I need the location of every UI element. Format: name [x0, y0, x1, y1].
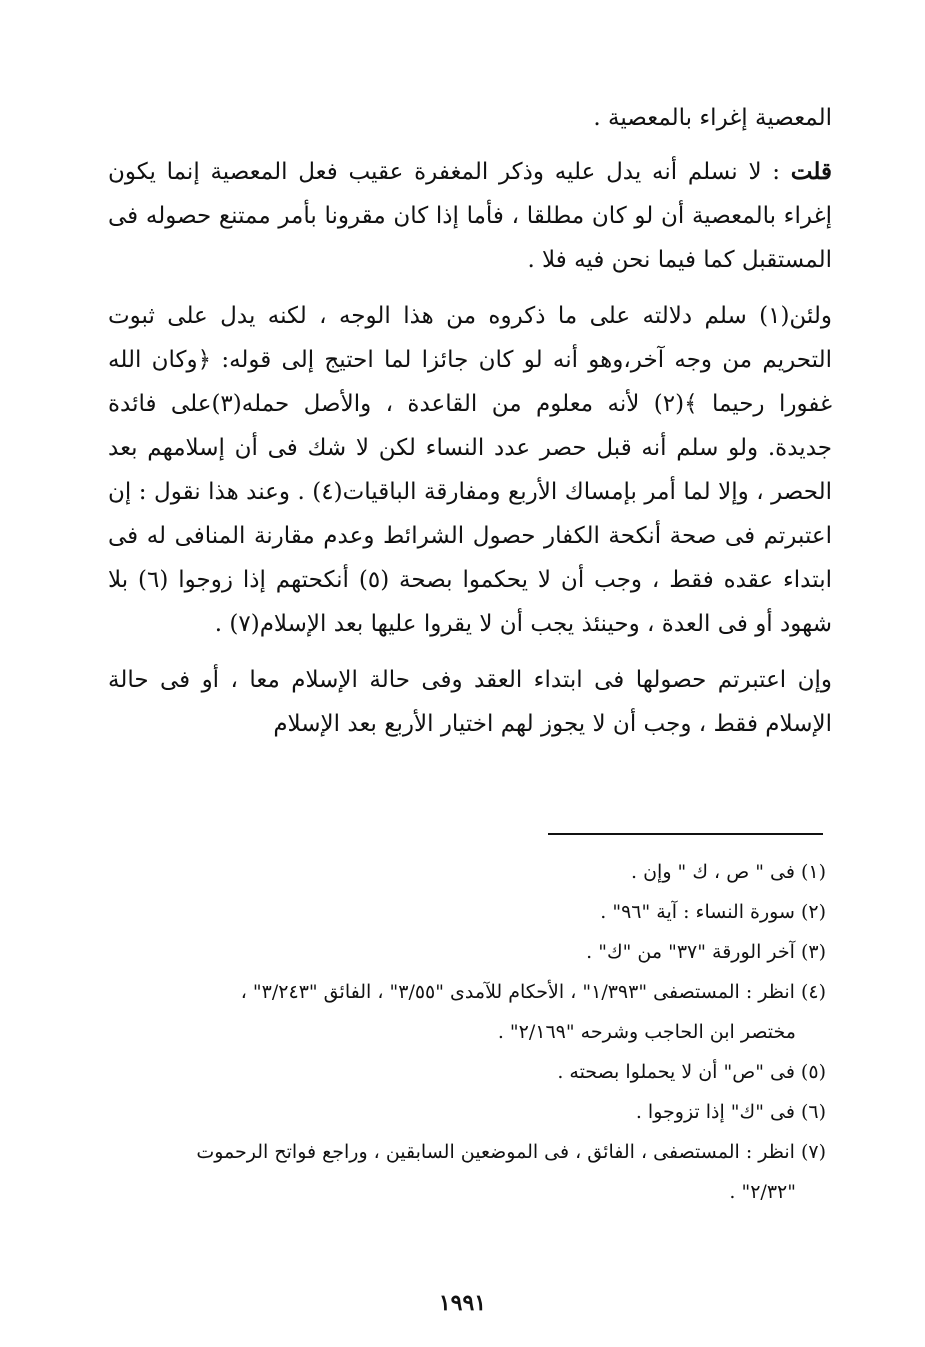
footnote-4 [108, 972, 826, 1052]
paragraph-4: وإن اعتبرتم حصولها فى ابتداء العقد وفى حالة الإسلام معا ، أو فى حالة الإسلام فقط ، وجب أن لا يجوز لهم اختيار الأربع بعد الإسلام [108, 667, 832, 737]
footnote-7 [108, 1132, 826, 1212]
footnote-2: (٢) سورة النساء : آية "٩٦" . [600, 901, 826, 923]
paragraph-2-lead: قلت [790, 158, 832, 185]
footnote-6: (٦) فى "ك" إذا تزوجوا . [635, 1101, 826, 1123]
footnote-divider [548, 833, 823, 835]
footnote-7-line-2: "٢/٣٢" . [729, 1181, 796, 1203]
footnotes [108, 852, 826, 1212]
footnote-7-line-1: (٧) انظر : المستصفى ، الفائق ، فى الموضعين السابقين ، وراجع فواتح الرحموت [196, 1141, 826, 1163]
footnote-3: (٣) آخر الورقة "٣٧" من "ك" . [586, 941, 826, 963]
paragraph-3: ولئن(١) سلم دلالته على ما ذكروه من هذا الوجه ، لكنه يدل على ثبوت التحريم من وجه آخر،وهو أنه لو كان جائزا لما احتيج إلى قوله: ﴿وكان الله غفورا رحيما ﴾(٢) لأنه معلوم من القاعدة ، والأصل حمله(٣)على فائدة جديدة. ولو سلم أنه قبل حصر عدد النساء لكن لا شك فى أن إسلامهم بعد الحصر ، وإلا لما أمر بإمساك الأربع ومفارقة الباقيات(٤) . وعند هذا نقول : إن اعتبرتم فى صحة أنكحة الكفار حصول الشرائط وعدم مقارنة المنافى له فى ابتداء عقده فقط ، وجب أن لا يحكموا بصحة (٥) أنكحتهم إذا زوجوا (٦) بلا شهود أو فى العدة ، وحينئذ يجب أن لا يقروا عليها بعد الإسلام(٧) . [108, 303, 832, 637]
footnote-1: (١) فى " ص ، ك " وإن . [631, 861, 826, 883]
main-text [108, 96, 832, 758]
page-number: ١٩٩١ [438, 1290, 487, 1316]
paragraph-2-text: : لا نسلم أنه يدل عليه وذكر المغفرة عقيب فعل المعصية إنما يكون إغراء بالمعصية أن لو كان مطلقا ، فأما إذا كان مقرونا بأمر ممتنع حصوله فى المستقبل كما فيما نحن فيه فلا . [108, 159, 832, 273]
paragraph-1: المعصية إغراء بالمعصية . [593, 105, 832, 131]
footnote-5: (٥) فى "ص" أن لا يحملوا بصحته . [557, 1061, 826, 1083]
footnote-4-line-2: مختصر ابن الحاجب وشرحه "٢/١٦٩" . [497, 1021, 796, 1043]
paragraph-2 [108, 150, 832, 282]
footnote-4-line-1: (٤) انظر : المستصفى "١/٣٩٣" ، الأحكام للآمدى "٣/٥٥" ، الفائق "٣/٢٤٣" ، [240, 981, 826, 1003]
